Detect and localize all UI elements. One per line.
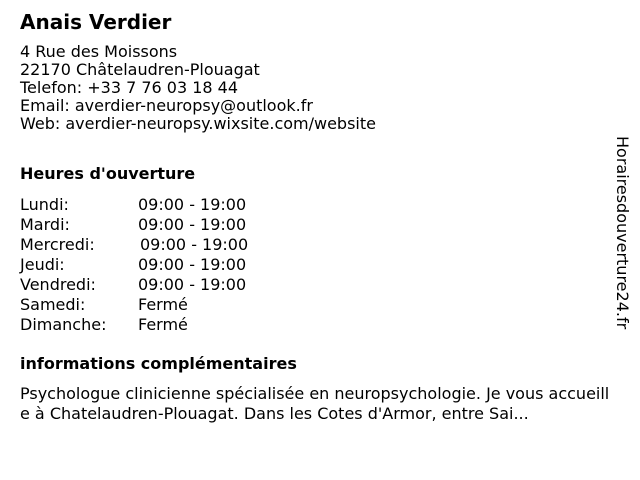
hours-time: 09:00 - 19:00 (140, 235, 249, 254)
address-street: 4 Rue des Moissons (20, 42, 178, 61)
phone-line: Telefon: +33 7 76 03 18 44 (20, 78, 239, 97)
info-description: Psychologue clinicienne spécialisée en neuropsychologie. Je vous accueille à Chatelaudren-Plouagat. Dans les Cotes d'Armor, entre Sai... (20, 384, 610, 423)
hours-day: Lundi: (20, 195, 69, 214)
hours-day: Dimanche: (20, 315, 107, 334)
hours-time: 09:00 - 19:00 (138, 195, 247, 214)
hours-day: Mercredi: (20, 235, 95, 254)
hours-time: 09:00 - 19:00 (138, 255, 247, 274)
hours-day: Jeudi: (20, 255, 65, 274)
email-line: Email: averdier-neuropsy@outlook.fr (20, 96, 313, 115)
contact-block (20, 43, 376, 133)
hours-time: Fermé (138, 295, 188, 314)
business-name: Anais Verdier (20, 10, 172, 34)
hours-time: 09:00 - 19:00 (138, 215, 247, 234)
hours-time: 09:00 - 19:00 (138, 275, 247, 294)
hours-day: Samedi: (20, 295, 86, 314)
hours-heading: Heures d'ouverture (20, 164, 196, 183)
hours-day: Vendredi: (20, 275, 96, 294)
info-heading: informations complémentaires (20, 354, 297, 373)
address-city: 22170 Châtelaudren-Plouagat (20, 60, 260, 79)
hours-day: Mardi: (20, 215, 70, 234)
hours-time: Fermé (138, 315, 188, 334)
site-watermark: Horairesdouverture24.fr (613, 136, 632, 330)
web-line: Web: averdier-neuropsy.wixsite.com/website (20, 114, 376, 133)
